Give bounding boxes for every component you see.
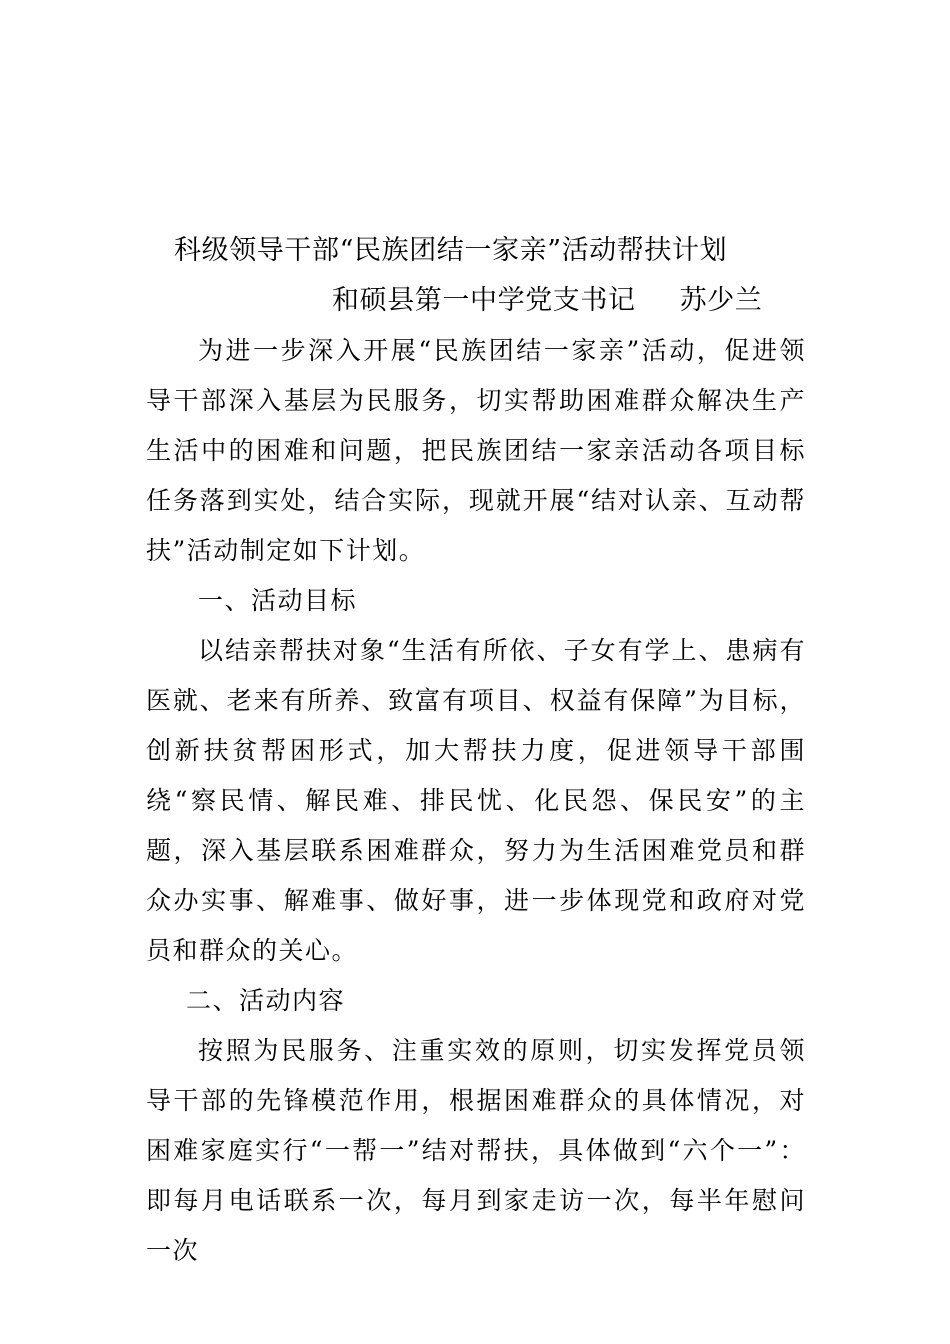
section-2-heading: 二、活动内容: [186, 986, 346, 1015]
document-content: [146, 226, 806, 1276]
section-2-paragraph: 按照为民服务、注重实效的原则，切实发挥党员领导干部的先锋模范作用，根据困难群众的具体情况，对困难家庭实行“一帮一”结对帮扶，具体做到“六个一”：即每月电话联系一次，每月到家走访一次，每半年慰问一次: [146, 1036, 806, 1265]
document-title: 科级领导干部“民族团结一家亲”活动帮扶计划: [174, 235, 728, 266]
section-1-heading: 一、活动目标: [198, 586, 358, 615]
byline-organization: 和硕县第一中学党支书记: [332, 285, 636, 316]
intro-paragraph: 为进一步深入开展“民族团结一家亲”活动，促进领导干部深入基层为民服务，切实帮助困难群众解决生产生活中的困难和问题，把民族团结一家亲活动各项目标任务落到实处，结合实际，现就开展“结对认亲、互动帮扶”活动制定如下计划。: [146, 336, 806, 565]
section-1-paragraph: 以结亲帮扶对象“生活有所依、子女有学上、患病有医就、老来有所养、致富有项目、权益有保障”为目标，创新扶贫帮困形式，加大帮扶力度，促进领导干部围绕“察民情、解民难、排民忧、化民怨、保民安”的主题，深入基层联系困难群众，努力为生活困难党员和群众办实事、解难事、做好事，进一步体现党和政府对党员和群众的关心。: [146, 636, 806, 965]
byline-author-name: 苏少兰: [679, 285, 763, 316]
document-byline: [146, 276, 806, 326]
